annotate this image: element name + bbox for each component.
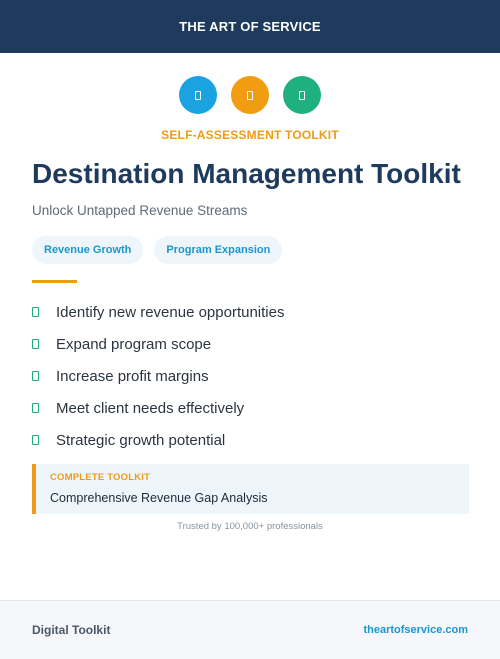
toolkit-kicker: SELF-ASSESSMENT TOOLKIT: [161, 128, 339, 142]
feature-item: [32, 360, 284, 392]
header-bar: [0, 0, 500, 53]
check-icon: [32, 307, 39, 317]
feature-item: [32, 424, 284, 456]
icon-row: [0, 76, 500, 114]
footer-bar: [0, 600, 500, 659]
toolkit-callout: [32, 464, 469, 514]
feature-item: [32, 392, 284, 424]
callout-text: Comprehensive Revenue Gap Analysis: [50, 491, 268, 505]
trust-note: Trusted by 100,000+ professionals: [177, 521, 323, 532]
blue-badge-icon: [179, 76, 217, 114]
check-icon: [32, 403, 39, 413]
footer-label: Digital Toolkit: [32, 623, 111, 637]
feature-text: Identify new revenue opportunities: [56, 303, 285, 321]
check-icon: [32, 371, 39, 381]
feature-item: [32, 328, 284, 360]
callout-label: COMPLETE TOOLKIT: [50, 472, 151, 483]
check-icon: [32, 339, 39, 349]
accent-divider: [32, 280, 77, 283]
feature-text: Increase profit margins: [56, 367, 209, 385]
tag-revenue-growth: Revenue Growth: [32, 236, 143, 264]
feature-text: Expand program scope: [56, 335, 212, 353]
check-icon: [32, 435, 39, 445]
feature-text: Strategic growth potential: [56, 431, 226, 449]
tag-program-expansion: Program Expansion: [154, 236, 282, 264]
page-title: Destination Management Toolkit: [32, 158, 461, 189]
brand-name: THE ART OF SERVICE: [179, 19, 321, 34]
footer-website-link[interactable]: theartofservice.com: [363, 624, 468, 636]
green-badge-icon: [283, 76, 321, 114]
feature-list: [32, 296, 284, 456]
feature-item: [32, 296, 284, 328]
tag-list: [32, 236, 282, 264]
page-subtitle: Unlock Untapped Revenue Streams: [32, 203, 248, 218]
orange-badge-icon: [231, 76, 269, 114]
feature-text: Meet client needs effectively: [56, 399, 245, 417]
